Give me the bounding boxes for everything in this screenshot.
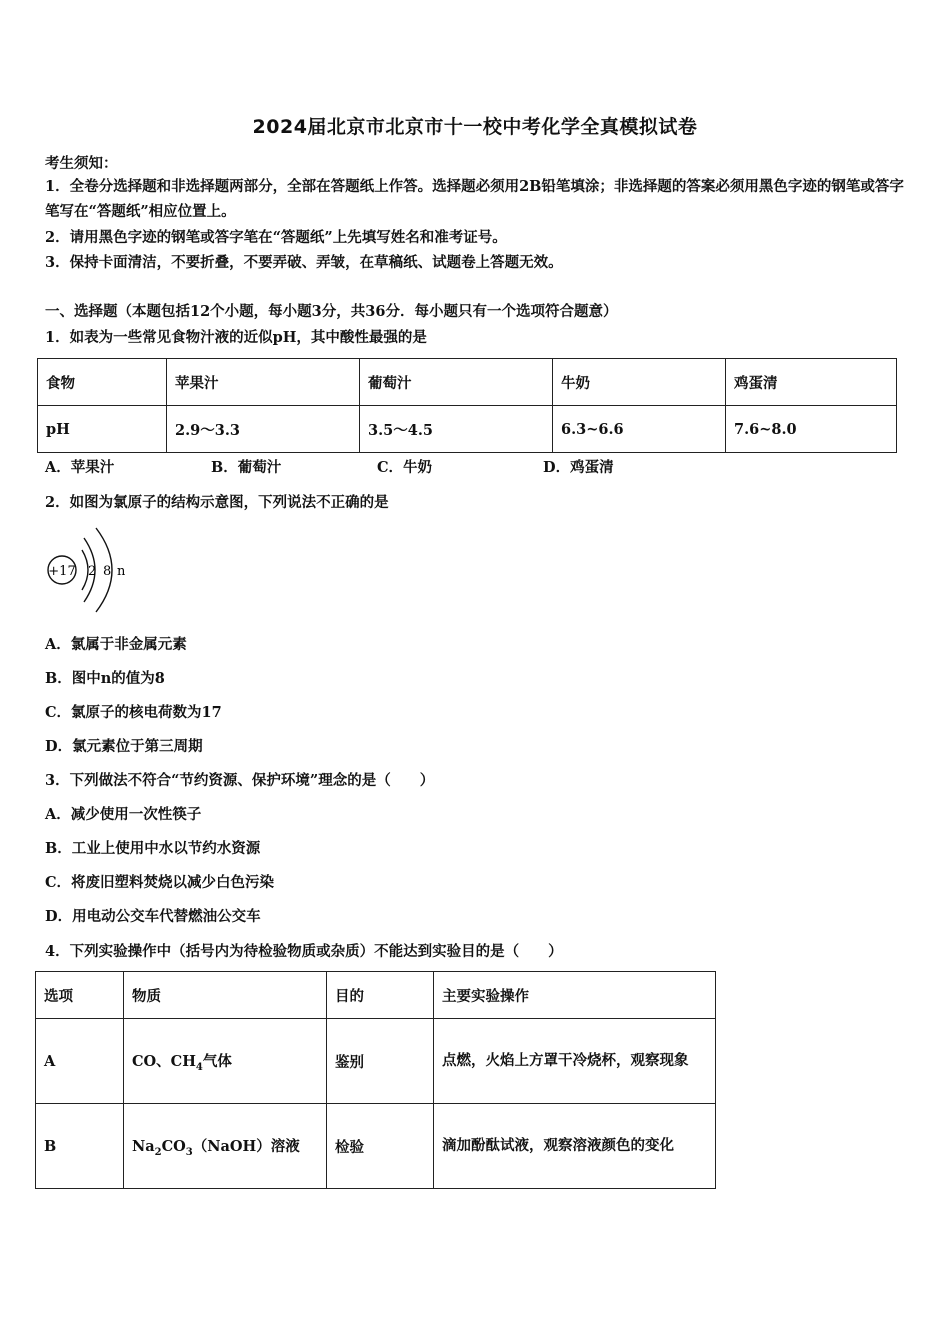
q1-option-a: A．苹果汁	[45, 459, 115, 476]
table-row	[36, 972, 716, 1019]
q3-option-a: A．减少使用一次性筷子	[45, 806, 202, 823]
table-row	[38, 359, 897, 406]
chlorine-atom-diagram	[44, 524, 144, 616]
table-cell: pH	[38, 406, 167, 453]
table-cell: 物质	[124, 972, 327, 1019]
question-3-stem: 3．下列做法不符合“节约资源、保护环境”理念的是（ ）	[45, 772, 435, 789]
q3-option-c: C．将废旧塑料焚烧以减少白色污染	[45, 874, 275, 891]
table-cell: 食物	[38, 359, 167, 406]
q1-option-c: C．牛奶	[377, 459, 433, 476]
notice-item-1: 1．全卷分选择题和非选择题两部分，全部在答题纸上作答。选择题必须用2B铅笔填涂；非选择题的答案必须用黑色字迹的钢笔或答字笔写在“答题纸”相应位置上。	[45, 178, 904, 220]
table-cell: 葡萄汁	[360, 359, 553, 406]
table-cell: 选项	[36, 972, 124, 1019]
subscript: 4	[195, 1061, 203, 1073]
shell-electrons-2: 8	[103, 564, 112, 579]
table-cell: B	[36, 1104, 124, 1189]
table-row	[36, 1019, 716, 1104]
notice-heading: 考生须知：	[45, 155, 118, 172]
q3-option-b: B．工业上使用中水以节约水资源	[45, 840, 261, 857]
shell-electrons-1: 2	[88, 564, 97, 579]
substance-text: 气体	[202, 1052, 232, 1070]
notice-item-3: 3．保持卡面清洁，不要折叠，不要弄破、弄皱，在草稿纸、试题卷上答题无效。	[45, 254, 563, 271]
table-cell: 主要实验操作	[434, 972, 716, 1019]
question-1-stem: 1．如表为一些常见食物汁液的近似pH，其中酸性最强的是	[45, 329, 427, 346]
table-cell: A	[36, 1019, 124, 1104]
shell-electrons-3: n	[117, 564, 126, 579]
table-cell: 3.5～4.5	[360, 406, 553, 453]
table-cell: 苹果汁	[167, 359, 360, 406]
page-title: 2024届北京市北京市十一校中考化学全真模拟试卷	[252, 116, 698, 138]
q1-option-b: B．葡萄汁	[211, 459, 282, 476]
table-row	[36, 1104, 716, 1189]
table-cell	[124, 1019, 327, 1104]
subscript: 3	[185, 1146, 193, 1158]
nucleus-charge: +17	[48, 564, 76, 579]
table-cell: 点燃，火焰上方罩干冷烧杯，观察现象	[434, 1019, 716, 1104]
table-cell: 2.9～3.3	[167, 406, 360, 453]
notice-item-2: 2．请用黑色字迹的钢笔或答字笔在“答题纸”上先填写姓名和准考证号。	[45, 229, 507, 246]
table-cell: 鸡蛋清	[726, 359, 897, 406]
table-cell	[124, 1104, 327, 1189]
q3-option-d: D．用电动公交车代替燃油公交车	[45, 908, 261, 925]
substance-text: （NaOH）溶液	[192, 1137, 300, 1155]
table-cell: 检验	[327, 1104, 434, 1189]
q2-option-c: C．氯原子的核电荷数为17	[45, 704, 222, 721]
substance-text: CO	[161, 1137, 186, 1155]
subscript: 2	[154, 1146, 162, 1158]
table-cell: 7.6~8.0	[726, 406, 897, 453]
table-cell: 滴加酚酞试液，观察溶液颜色的变化	[434, 1104, 716, 1189]
q1-option-d: D．鸡蛋清	[543, 459, 614, 476]
question-4-stem: 4．下列实验操作中（括号内为待检验物质或杂质）不能达到实验目的是（ ）	[45, 943, 563, 960]
table-cell: 目的	[327, 972, 434, 1019]
substance-text: CO、CH	[132, 1052, 196, 1070]
table-row	[38, 406, 897, 453]
q2-option-b: B．图中n的值为8	[45, 670, 165, 687]
table-cell: 牛奶	[553, 359, 726, 406]
section-heading: 一、选择题（本题包括12个小题，每小题3分，共36分．每小题只有一个选项符合题意）	[45, 303, 618, 320]
question-2-stem: 2．如图为氯原子的结构示意图，下列说法不正确的是	[45, 494, 389, 511]
q2-option-d: D．氯元素位于第三周期	[45, 738, 203, 755]
table-cell: 鉴别	[327, 1019, 434, 1104]
table-cell: 6.3~6.6	[553, 406, 726, 453]
q2-option-a: A．氯属于非金属元素	[45, 636, 187, 653]
ph-table	[37, 358, 897, 453]
experiment-table	[35, 971, 716, 1189]
substance-text: Na	[132, 1137, 155, 1155]
